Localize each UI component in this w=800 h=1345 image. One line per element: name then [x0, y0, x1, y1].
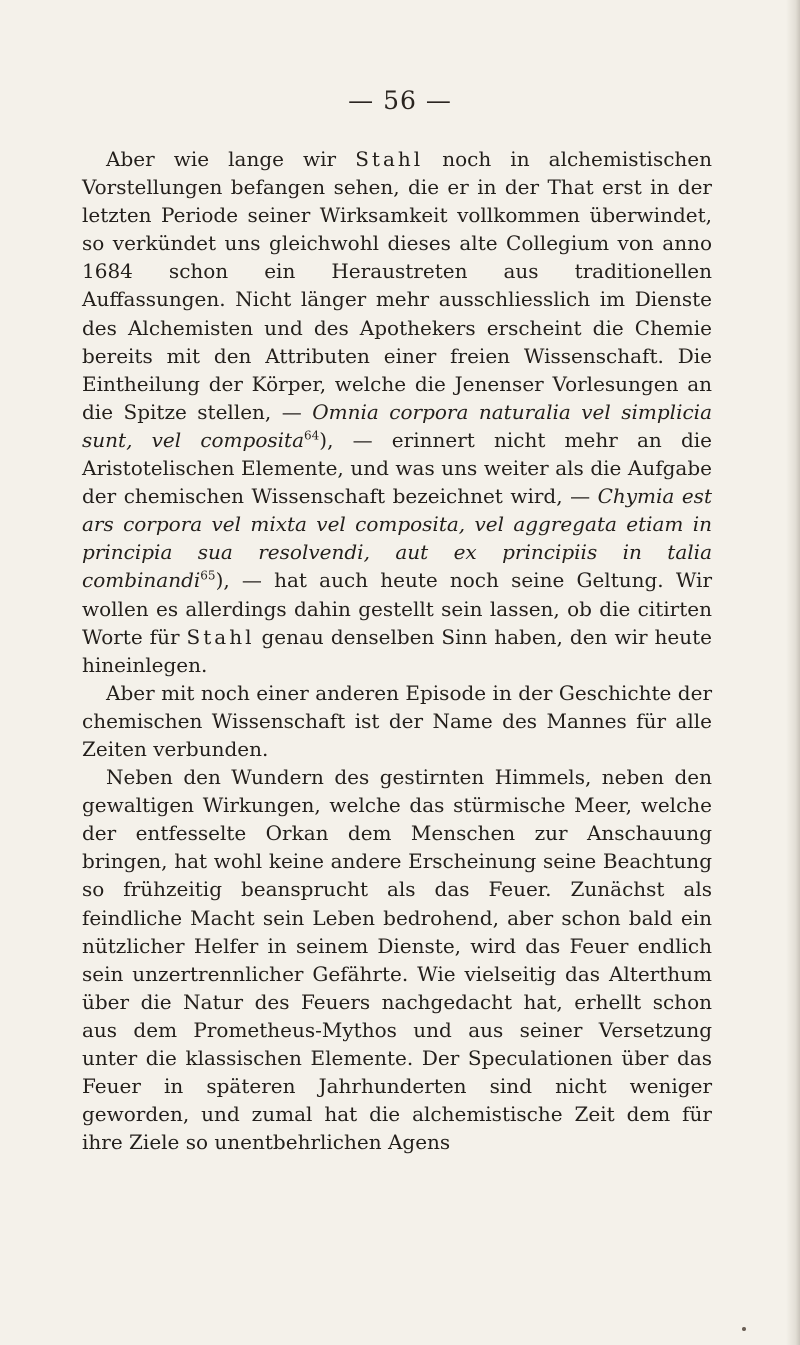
paragraph-3 — [82, 763, 712, 1156]
text-run: ), — erinnert nicht mehr an die Aristotelischen Elemente, und was uns weiter als die Aufgabe der chemischen Wissenschaft bezeichnet wird, — — [82, 427, 712, 509]
text-run: noch in alchemistischen Vorstellungen befangen sehen, die er in der That erst in der letzten Periode seiner Wirksamkeit vollkommen überwindet, so verkündet uns gleichwohl dieses alte Collegium von anno 1684 schon ein Heraustreten aus traditionellen Auffassungen. Nicht länger mehr ausschliesslich im Dienste des Alchemisten und des Apothekers erscheint die Chemie bereits mit den Attributen einer freien Wissenschaft. Die Eintheilung der Körper, welche die Jenenser Vorlesungen an die Spitze stellen, — — [82, 147, 713, 424]
latin-quote: Chymia est ars corpora vel mixta vel composita, vel aggregata etiam in principia sua resolvendi, aut ex principiis in talia combinandi — [82, 484, 712, 593]
text-run: ), — hat auch heute noch seine Geltung. Wir wollen es allerdings dahin gestellt sein lassen, ob die citirten Worte für — [82, 568, 712, 649]
paragraph-1 — [82, 145, 712, 679]
text-run: genau denselben Sinn haben, den wir heute hineinlegen. — [82, 624, 712, 677]
page-edge-shadow — [786, 0, 800, 1345]
footnote-ref: 64 — [304, 428, 320, 443]
footnote-ref: 65 — [200, 568, 216, 583]
paper-speck — [742, 1327, 746, 1331]
text-run: Neben den Wundern des gestirnten Himmels, neben den gewaltigen Wirkungen, welche das stürmische Meer, welche der entfesselte Orkan dem Menschen zur Anschauung bringen, hat wohl keine andere Erscheinung seine Beachtung so frühzeitig beansprucht als das Feuer. Zunächst als feindliche Macht sein Leben bedrohend, aber schon bald ein nützlicher Helfer in seinem Dienste, wird das Feuer endlich sein unzertrennlicher Gefährte. Wie vielseitig das Alterthum über die Natur des Feuers nachgedacht hat, erhellt schon aus dem Prometheus-Mythos und aus seiner Versetzung unter die klassischen Elemente. Der Speculationen über das Feuer in späteren Jahrhunderten sind nicht weniger geworden, und zumal hat die alchemistische Zeit dem für ihre Ziele so unentbehrlichen Agens — [82, 765, 712, 1155]
spaced-name: Stahl — [355, 147, 424, 171]
page-number: — 56 — — [348, 86, 452, 115]
body-text — [82, 145, 712, 1156]
text-run: Aber wie lange wir — [106, 147, 356, 171]
spaced-name: Stahl — [186, 624, 255, 649]
paragraph-2 — [82, 679, 712, 763]
latin-quote: Omnia corpora naturalia vel simplicia sunt, vel composita — [82, 399, 712, 452]
text-run: Aber mit noch einer anderen Episode in der Geschichte der chemischen Wissenschaft ist der Name des Mannes für alle Zeiten verbunden. — [82, 680, 712, 761]
